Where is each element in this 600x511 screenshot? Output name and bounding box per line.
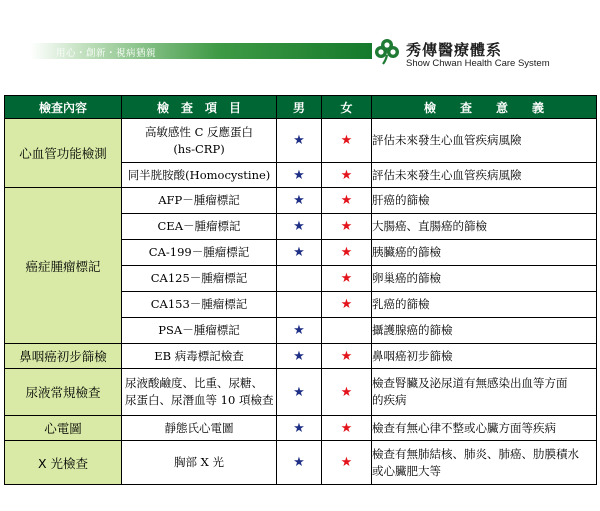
- item-text: CA-199－腫瘤標記: [148, 245, 250, 259]
- item-cell: [122, 119, 277, 163]
- meaning-cell: [372, 240, 597, 266]
- table-row: [5, 119, 597, 163]
- female-star-icon: ★: [340, 297, 353, 312]
- female-cell: [322, 369, 372, 416]
- male-star-icon: ★: [293, 348, 305, 364]
- male-cell: [277, 292, 322, 318]
- meaning-text: 大腸癌、直腸癌的篩檢: [372, 219, 487, 233]
- item-text: CA125－腫瘤標記: [150, 271, 248, 285]
- male-star-icon: ★: [293, 455, 305, 470]
- category-cell: 鼻咽癌初步篩檢: [5, 344, 122, 369]
- item-cell: [122, 369, 277, 416]
- male-star-icon: ★: [293, 245, 305, 260]
- meaning-line: 檢查腎臟及泌尿道有無感染出血等方面: [372, 376, 568, 390]
- male-star-icon: ★: [293, 167, 305, 183]
- item-line: (hs-CRP): [173, 141, 225, 156]
- male-cell: [277, 188, 322, 214]
- category-cell: X 光檢查: [5, 441, 122, 485]
- male-star-icon: ★: [293, 133, 305, 148]
- header-male: 男: [277, 96, 322, 119]
- female-star-icon: ★: [340, 348, 353, 364]
- item-text: PSA－腫瘤標記: [158, 323, 240, 337]
- male-cell: [277, 416, 322, 441]
- item-text: 胸部 X 光: [174, 455, 224, 469]
- meaning-line: 的疾病: [372, 393, 407, 407]
- table-header-row: [5, 96, 597, 119]
- male-star-icon: ★: [293, 323, 305, 338]
- meaning-text: 胰臟癌的篩檢: [372, 245, 441, 259]
- table-row: [5, 416, 597, 441]
- female-cell: [322, 188, 372, 214]
- meaning-cell: [372, 163, 597, 188]
- female-cell: [322, 119, 372, 163]
- meaning-line: 或心臟肥大等: [372, 463, 441, 478]
- header-item: 檢 查 項 目: [122, 96, 277, 119]
- table-row: [5, 188, 597, 214]
- header-category: 檢查內容: [5, 96, 122, 119]
- meaning-cell: [372, 292, 597, 318]
- female-star-icon: ★: [340, 167, 353, 183]
- female-star-icon: ★: [340, 133, 353, 148]
- female-cell: [322, 292, 372, 318]
- female-cell: [322, 266, 372, 292]
- female-cell: [322, 240, 372, 266]
- item-cell: [122, 416, 277, 441]
- female-cell: [322, 163, 372, 188]
- org-name-en: Show Chwan Health Care System: [406, 58, 550, 69]
- male-cell: [277, 119, 322, 163]
- table-row: [5, 369, 597, 416]
- item-cell: [122, 188, 277, 214]
- table-row: [5, 344, 597, 369]
- meaning-text: 評估未來發生心血管疾病風險: [372, 167, 522, 182]
- category-cell: 癌症腫瘤標記: [5, 188, 122, 344]
- male-cell: [277, 344, 322, 369]
- male-star-icon: ★: [293, 193, 305, 208]
- item-cell: [122, 240, 277, 266]
- meaning-text: 檢查有無心律不整或心臟方面等疾病: [372, 420, 556, 435]
- female-star-icon: ★: [340, 219, 353, 234]
- category-cell: 心血管功能檢測: [5, 119, 122, 188]
- meaning-text: 評估未來發生心血管疾病風險: [372, 133, 522, 147]
- meaning-text: 攝護腺癌的篩檢: [372, 323, 453, 337]
- meaning-cell: [372, 119, 597, 163]
- male-cell: [277, 266, 322, 292]
- female-cell: [322, 318, 372, 344]
- female-cell: [322, 416, 372, 441]
- male-cell: [277, 441, 322, 485]
- male-cell: [277, 240, 322, 266]
- header-meaning: 檢 查 意 義: [372, 96, 597, 119]
- male-star-icon: ★: [293, 384, 305, 400]
- male-cell: [277, 369, 322, 416]
- male-cell: [277, 163, 322, 188]
- female-star-icon: ★: [340, 384, 353, 400]
- female-star-icon: ★: [340, 455, 353, 470]
- item-text: 靜態氏心電圖: [164, 420, 234, 435]
- meaning-text: 鼻咽癌初步篩檢: [372, 348, 453, 363]
- female-cell: [322, 441, 372, 485]
- item-text: AFP－腫瘤標記: [158, 193, 240, 207]
- female-cell: [322, 214, 372, 240]
- meaning-text: 肝癌的篩檢: [372, 193, 430, 207]
- meaning-cell: [372, 214, 597, 240]
- item-text: CA153－腫瘤標記: [150, 297, 248, 311]
- header-banner: [30, 40, 570, 76]
- category-cell: 心電圖: [5, 416, 122, 441]
- table-row: [5, 441, 597, 485]
- male-star-icon: ★: [293, 420, 305, 436]
- item-cell: [122, 441, 277, 485]
- meaning-cell: [372, 188, 597, 214]
- category-cell: 尿液常規檢查: [5, 369, 122, 416]
- item-text: CEA－腫瘤標記: [157, 219, 241, 233]
- banner-gradient-bar: [30, 43, 372, 59]
- meaning-cell: [372, 441, 597, 485]
- item-cell: [122, 292, 277, 318]
- female-star-icon: ★: [340, 245, 353, 260]
- item-cell: [122, 163, 277, 188]
- male-cell: [277, 214, 322, 240]
- item-cell: [122, 344, 277, 369]
- item-line: 尿液酸鹼度、比重、尿糖、: [125, 376, 263, 390]
- org-name: 秀傳醫療體系: [406, 41, 503, 59]
- item-line: 高敏感性 C 反應蛋白: [144, 124, 254, 139]
- item-cell: [122, 318, 277, 344]
- meaning-cell: [372, 344, 597, 369]
- table-body: [5, 119, 597, 485]
- meaning-cell: [372, 369, 597, 416]
- meaning-text: 卵巢癌的篩檢: [372, 271, 441, 285]
- meaning-cell: [372, 416, 597, 441]
- meaning-cell: [372, 266, 597, 292]
- meaning-cell: [372, 318, 597, 344]
- female-star-icon: ★: [340, 420, 353, 436]
- male-cell: [277, 318, 322, 344]
- clover-logo-icon: [373, 37, 401, 65]
- slogan: 用心・創新・視病猶親: [55, 48, 156, 59]
- item-cell: [122, 266, 277, 292]
- female-star-icon: ★: [340, 271, 353, 286]
- female-star-icon: ★: [340, 193, 353, 208]
- male-star-icon: ★: [293, 219, 305, 234]
- item-line: 尿蛋白、尿潛血等 10 項檢查: [125, 393, 274, 407]
- meaning-line: 檢查有無肺結核、肺炎、肺癌、肋膜積水: [372, 446, 579, 461]
- exam-items-table: [4, 95, 597, 485]
- meaning-text: 乳癌的篩檢: [372, 297, 430, 311]
- female-cell: [322, 344, 372, 369]
- header-female: 女: [322, 96, 372, 119]
- item-text: 同半胱胺酸(Homocystine): [127, 167, 271, 182]
- item-text: EB 病毒標記檢查: [154, 348, 244, 363]
- item-cell: [122, 214, 277, 240]
